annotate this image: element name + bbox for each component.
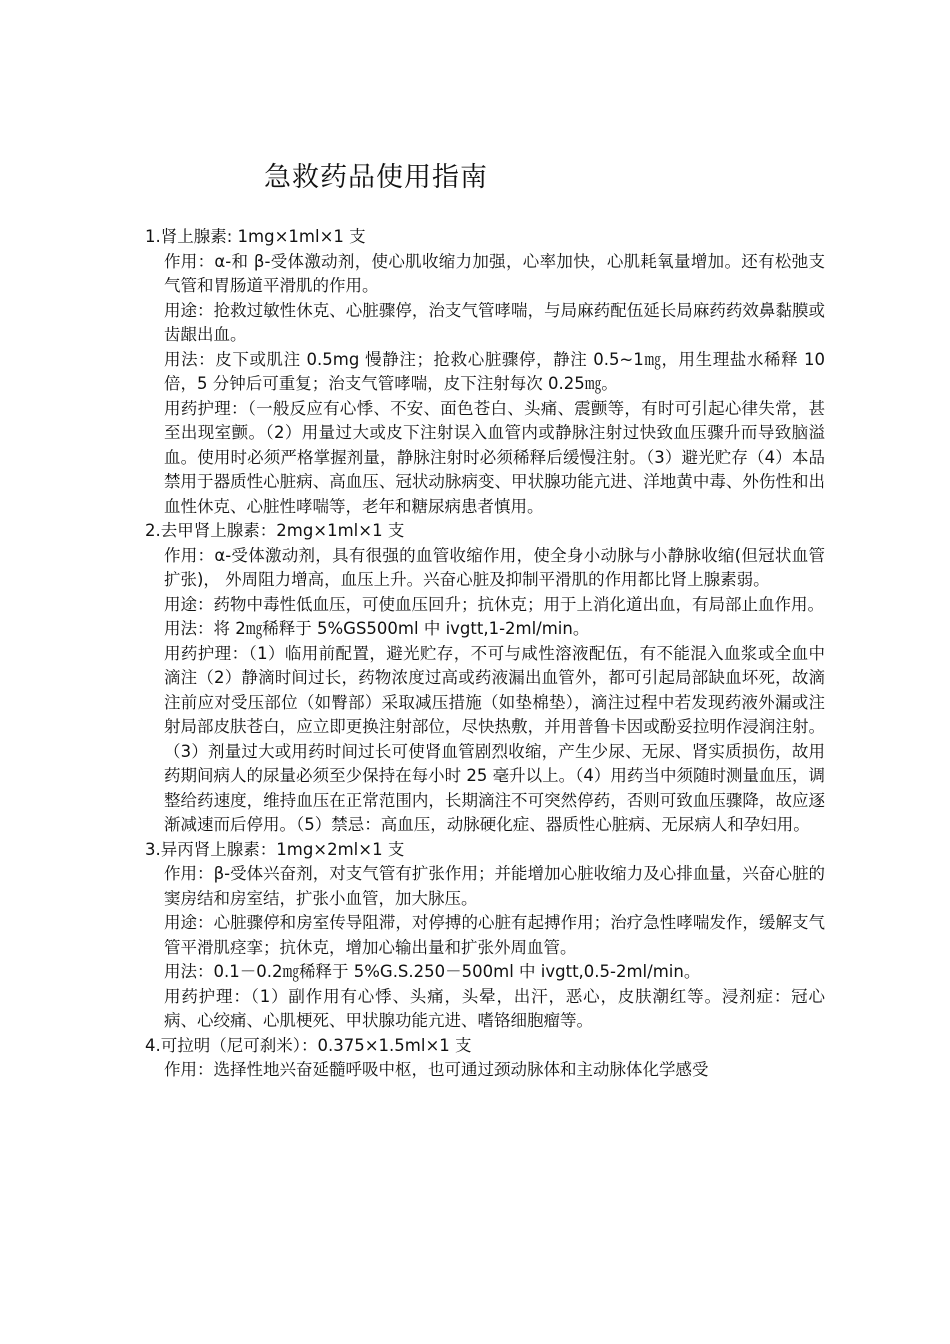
paragraph-action: 作用：选择性地兴奋延髓呼吸中枢，也可通过颈动脉体和主动脉体化学感受 xyxy=(164,1060,709,1079)
paragraph-dosage: 用法：皮下或肌注 0.5mg 慢静注；抢救心脏骤停，静注 0.5~1㎎，用生理盐水稀释 10 倍，5 分钟后可重复；治支气管哮喘，皮下注射每次 0.25㎎。 xyxy=(164,349,825,393)
section-epinephrine xyxy=(145,225,825,519)
section-heading: 2.去甲肾上腺素：2mg×1ml×1 支 xyxy=(145,521,405,540)
paragraph-nursing: 用药护理：（一般反应有心悸、不安、面色苍白、头痛、震颤等，有时可引起心律失常，甚至出现室颤。（2）用量过大或皮下注射误入血管内或静脉注射过快致血压骤升而导致脑溢血。使用时必须严格掌握剂量，静脉注射时必须稀释后缓慢注射。（3）避光贮存（4）本品禁用于器质性心脏病、高血压、冠状动脉病变、甲状腺功能亢进、洋地黄中毒、外伤性和出血性休克、心脏性哮喘等，老年和糖尿病患者慎用。 xyxy=(164,398,825,516)
paragraph-dosage: 用法：0.1－0.2㎎稀释于 5%G.S.250－500ml 中 ivgtt,0.5-2ml/min。 xyxy=(164,962,701,981)
section-isoprenaline xyxy=(145,838,825,1034)
section-heading: 1.肾上腺素: 1mg×1ml×1 支 xyxy=(145,227,366,246)
section-norepinephrine xyxy=(145,519,825,838)
paragraph-action: 作用：α-和 β-受体激动剂，使心肌收缩力加强，心率加快，心肌耗氧量增加。还有松弛支气管和胃肠道平滑肌的作用。 xyxy=(164,251,825,295)
paragraph-dosage: 用法：将 2㎎稀释于 5%GS500ml 中 ivgtt,1-2ml/min。 xyxy=(164,619,590,638)
document-title: 急救药品使用指南 xyxy=(264,162,488,193)
paragraph-action: 作用：β-受体兴奋剂，对支气管有扩张作用；并能增加心脏收缩力及心排血量，兴奋心脏的窦房结和房室结，扩张小血管，加大脉压。 xyxy=(164,864,825,908)
paragraph-action: 作用：α-受体激动剂，具有很强的血管收缩作用，使全身小动脉与小静脉收缩(但冠状血管扩张)， 外周阻力增高，血压上升。兴奋心脏及抑制平滑肌的作用都比肾上腺素弱。 xyxy=(164,545,825,589)
paragraph-nursing: 用药护理：（1）临用前配置，避光贮存，不可与咸性溶液配伍，有不能混入血浆或全血中滴注（2）静滴时间过长，药物浓度过高或药液漏出血管外，都可引起局部缺血坏死，故滴注前应对受压部位（如臀部）采取减压措施（如垫棉垫），滴注过程中若发现药液外漏或注射局部皮肤苍白，应立即更换注射部位，尽快热敷，并用普鲁卡因或酚妥拉明作浸润注射。（3）剂量过大或用药时间过长可使肾血管剧烈收缩，产生少尿、无尿、肾实质损伤，故用药期间病人的尿量必须至少保持在每小时 25 毫升以上。（4）用药当中须随时测量血压，调整给药速度，维持血压在正常范围内，长期滴注不可突然停药，否则可致血压骤降，故应逐渐减速而后停用。（5）禁忌：高血压，动脉硬化症、器质性心脏病、无尿病人和孕妇用。 xyxy=(164,643,825,834)
paragraph-usage: 用途：药物中毒性低血压，可使血压回升；抗休克；用于上消化道出血，有局部止血作用。 xyxy=(164,594,824,614)
section-heading: 3.异丙肾上腺素：1mg×2ml×1 支 xyxy=(145,839,405,859)
paragraph-usage: 用途：抢救过敏性休克、心脏骤停，治支气管哮喘，与局麻药配伍延长局麻药药效鼻黏膜或齿龈出血。 xyxy=(164,300,825,344)
document-body xyxy=(145,225,825,1083)
section-heading: 4.可拉明（尼可刹米）：0.375×1.5ml×1 支 xyxy=(145,1035,472,1055)
paragraph-usage: 用途：心脏骤停和房室传导阻滞，对停搏的心脏有起搏作用；治疗急性哮喘发作，缓解支气管平滑肌痉挛；抗休克，增加心输出量和扩张外周血管。 xyxy=(164,913,825,957)
section-nikethamide xyxy=(145,1034,825,1083)
paragraph-nursing: 用药护理：（1）副作用有心悸、头痛，头晕，出汗，恶心，皮肤潮红等。浸剂症：冠心病、心绞痛、心肌梗死、甲状腺功能亢进、嗜铬细胞瘤等。 xyxy=(164,986,825,1030)
